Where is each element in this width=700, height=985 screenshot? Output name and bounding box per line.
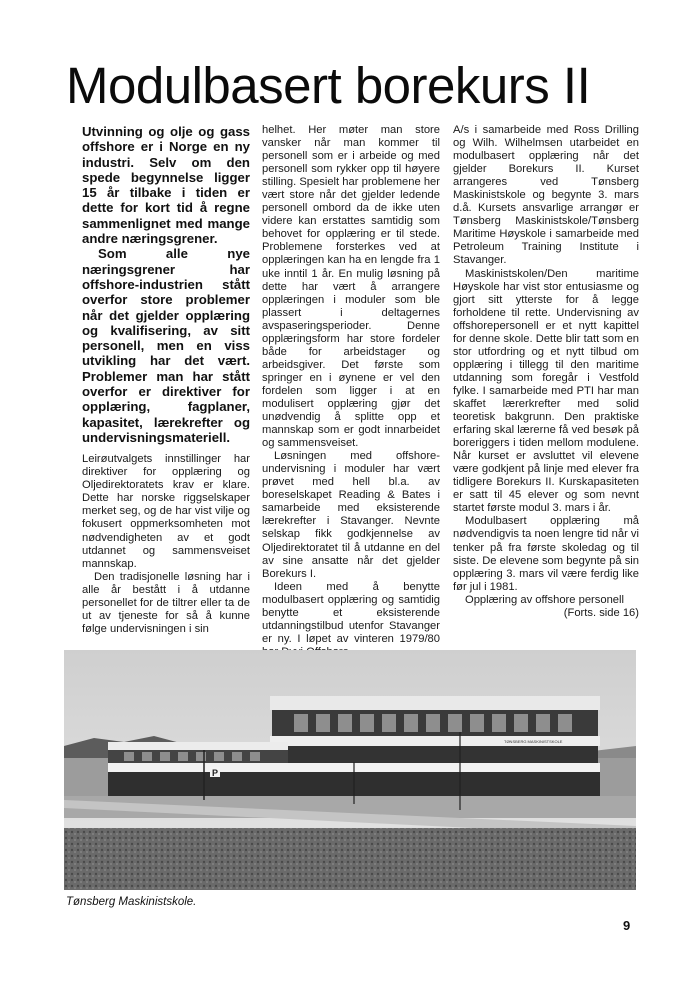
article-title: Modulbasert borekurs II bbox=[66, 57, 591, 114]
continued-note: (Forts. side 16) bbox=[563, 606, 639, 619]
building-illustration bbox=[64, 650, 636, 890]
body-paragraph: Løsningen med offshore-undervisning i moduler har vært prøvet med hell bl.a. av boreselskapet Reading & Bates i samarbeide med eksisterende lærekrefter i Stavanger. Nevnte selskap fikk godkjennelse av Oljedirektoratet til å utdanne en del av sine ansatte når det gjelder Borekurs I. bbox=[262, 450, 440, 580]
lead-paragraph: Som alle nye næringsgrener har offshore-industrien stått overfor store problemer når det gjelder opplæring og kvalifisering, av sitt personell, men en viss utvikling har det vært. Problemer man har stått overfor er direktiver for opplæring, fagplaner, kapasitet, lærekrefter og undervisningsmateriell. bbox=[82, 246, 250, 445]
building-sign: TØNSBERG MASKINISTSKOLE bbox=[504, 739, 563, 744]
page-number: 9 bbox=[623, 918, 631, 933]
lead-paragraph: Utvinning og olje og gass offshore er i Norge en ny industri. Selv om den spede begynnelse ligger 15 år tilbake i tiden er dette for kort tid å regne sammenlignet med mange andre næringsgrener. bbox=[82, 124, 250, 247]
school-building-photo bbox=[64, 650, 636, 890]
body-paragraph: Leirøutvalgets innstillinger har direktiver for opplæring og Oljedirektoratets krav er klare. Dette har norske riggselskaper merket seg, og de har vist vilje og fokusert oppmerksomheten mot nødvendigheten av et godt utdannet og sammensveiset mannskap. bbox=[82, 453, 250, 570]
lead-paragraphs bbox=[82, 124, 250, 445]
body-paragraph: Modulbasert opplæring må nødvendigvis ta noen lengre tid når vi tenker på fra første skoledag og til siste. De elevene som begynte på sin opplæring 3. mars vil være ferdig like før jul i 1981. bbox=[453, 515, 639, 593]
photo-caption: Tønsberg Maskinistskole. bbox=[66, 896, 197, 908]
body-text bbox=[82, 453, 250, 636]
body-paragraph: helhet. Her møter man store vansker når man kommer til personell som er i arbeide og med personell som rykker opp til høyere stilling. Spesielt har problemene her vært store når det gjelder ledende personell ombord da de ikke uten videre kan erstattes samtidig som behovet for opplæring er til stede. Problemene forsterkes ved at opplæringen kan ha en lengde fra 1 uke inntil 1 år. En mulig løsning på dette har vært å arrangere opplæringen i moduler som ble plassert i deltagernes avspaseringsperioder. Denne opplæringsform har store fordeler både for arbeidstager og arbeidsgiver. Det første som springer en i øynene er vel den fordelen som ligger i at en modulisert opplæring gjør det unødvendig å splitte opp et mannskap som er godt innarbeidet og sammensveiset. bbox=[262, 124, 440, 450]
column-2 bbox=[262, 124, 440, 659]
body-paragraph: Maskinistskolen/Den maritime Høyskole har vist stor entusiasme og gjort sitt ytterste for å legge forholdene til rette. Undervisning av offshorepersonell er et nytt kapittel for denne skole. Dette blir tatt som en stor utfordring og et nytt tilbud om opplæring i tillegg til den maritime utdanning som foregår i Vestfold fylke. I samarbeide med PTI har man skaffet lærerkrefter med solid teoretisk bakgrunn. Den praktiske erfaring skal lærerne få ved besøk på boreriggers i tiden mellom modulene. Når kurset er avsluttet vil elevene være godkjent på linje med elever fra tidligere Borekurs II. Kurskapasiteten er satt til 45 elever og som nevnt startet første modul 3. mars i år. bbox=[453, 267, 639, 515]
body-paragraph: A/s i samarbeide med Ross Drilling og Wilh. Wilhelmsen utarbeidet en modulbasert opplæring når det gjelder Borekurs II. Kurset arrangeres ved Tønsberg Maskinistskole og begynte 3. mars d.å. Kursets ansvarlige arrangør er Tønsberg Maskinistskole/Tønsberg Maritime Høyskole i samarbeide med Petroleum Training Institute i Stavanger. bbox=[453, 124, 639, 267]
parking-sign: P bbox=[212, 768, 219, 778]
column-1 bbox=[82, 124, 250, 636]
body-paragraph: Opplæring av offshore personell bbox=[465, 593, 624, 606]
body-paragraph: Ideen med å benytte modulbasert opplæring og samtidig benytte et eksisterende utdanningstilbud utenfor Stavanger er ny. I løpet av vinteren 1979/80 bbox=[262, 580, 440, 645]
column-3 bbox=[453, 124, 639, 620]
body-paragraph: Den tradisjonelle løsning har i alle år bestått i å utdanne personellet for de tiltrer eller ta de ut av tjeneste for så å kunne følge undervisningen i sin bbox=[82, 570, 250, 635]
